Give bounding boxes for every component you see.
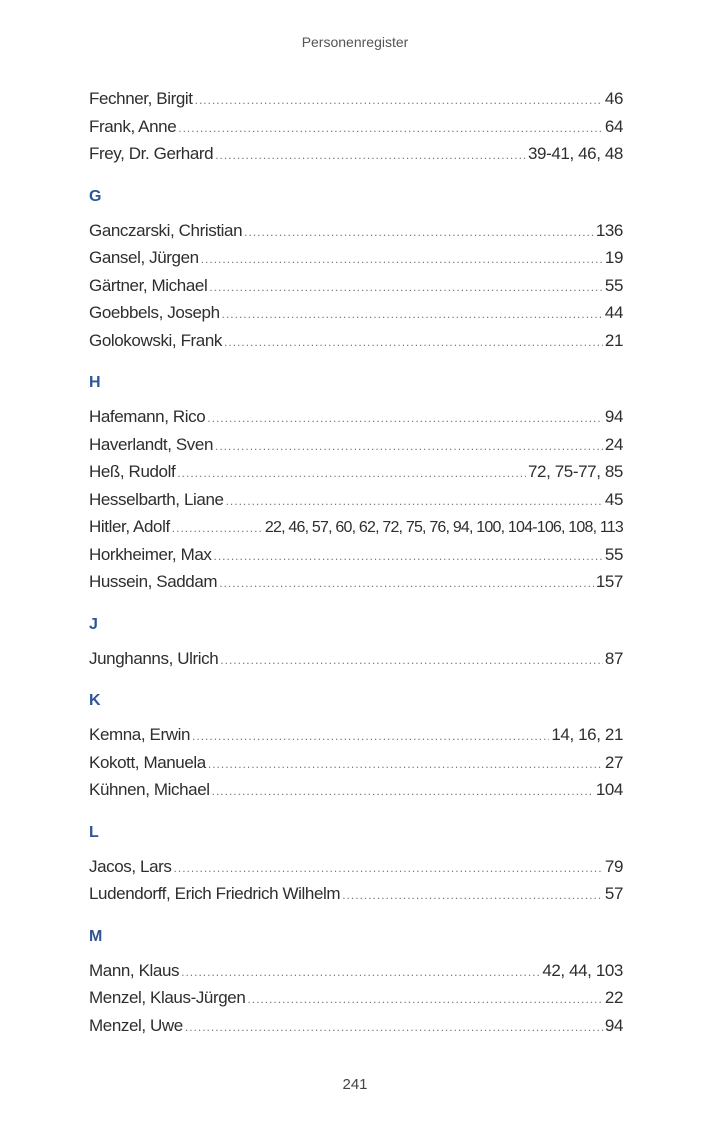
dot-leader — [185, 1014, 603, 1042]
entry-name: Heß, Rudolf — [89, 462, 176, 481]
dot-leader — [177, 460, 526, 488]
index-entry — [89, 244, 623, 272]
index-entry — [89, 853, 623, 881]
index-entry — [89, 272, 623, 300]
index-entry — [89, 541, 623, 569]
entry-name: Hafemann, Rico — [89, 407, 206, 426]
dot-leader — [178, 115, 603, 143]
index-section-l — [89, 820, 623, 908]
section-letter: K — [89, 692, 101, 709]
entry-pages: 46 — [604, 89, 623, 108]
entry-pages: 104 — [595, 780, 623, 799]
dot-leader — [226, 488, 603, 516]
entry-name: Haverlandt, Sven — [89, 434, 214, 454]
entry-pages: 39-41, 46, 48 — [528, 144, 623, 163]
running-head: Personenregister — [301, 34, 409, 50]
index-entry — [89, 1012, 623, 1040]
entry-name: Gärtner, Michael — [89, 275, 208, 295]
dot-leader — [342, 882, 603, 910]
entry-name: Frey, Dr. Gerhard — [89, 144, 214, 163]
index-entry — [89, 327, 623, 355]
index-entry — [89, 721, 623, 749]
dot-leader — [174, 855, 603, 883]
entry-name: Ganczarski, Christian — [89, 220, 243, 240]
index-entry — [89, 776, 623, 804]
entry-name: Kokott, Manuela — [89, 752, 206, 772]
entry-name: Jacos, Lars — [89, 856, 172, 876]
index-entry — [89, 749, 623, 777]
entry-pages: 55 — [604, 544, 623, 564]
entry-name: Fechner, Birgit — [89, 89, 193, 108]
entry-pages: 87 — [604, 648, 623, 668]
dot-leader — [192, 723, 549, 751]
entry-pages: 27 — [604, 752, 623, 772]
dot-leader — [207, 405, 603, 433]
index-entry — [89, 458, 623, 486]
entry-pages: 72, 75-77, 85 — [528, 462, 623, 481]
entry-name: Ludendorff, Erich Friedrich Wilhelm — [89, 884, 341, 903]
dot-leader — [181, 959, 540, 987]
person-index — [89, 85, 623, 1039]
entry-pages: 157 — [595, 572, 623, 591]
index-section-g — [89, 184, 623, 355]
entry-pages: 21 — [604, 330, 623, 350]
dot-leader — [201, 246, 603, 274]
dot-leader — [213, 543, 602, 571]
dot-leader — [209, 274, 603, 302]
entry-pages: 55 — [604, 275, 623, 295]
dot-leader — [212, 778, 594, 806]
index-entry — [89, 85, 623, 113]
index-entry — [89, 140, 623, 168]
entry-name: Menzel, Uwe — [89, 1015, 183, 1035]
section-letter: J — [89, 615, 98, 633]
index-entry — [89, 486, 623, 514]
index-section-k — [89, 688, 623, 804]
entry-pages: 22, 46, 57, 60, 62, 72, 75, 76, 94, 100, 104-106, 108, 113 — [264, 519, 623, 536]
index-entry — [89, 513, 623, 541]
entry-name: Kemna, Erwin — [89, 725, 191, 744]
entry-name: Junghanns, Ulrich — [89, 648, 219, 668]
entry-name: Mann, Klaus — [89, 960, 180, 980]
entry-name: Frank, Anne — [89, 116, 177, 136]
index-section-m — [89, 924, 623, 1040]
entry-pages: 94 — [604, 407, 623, 426]
index-entry — [89, 568, 623, 596]
dot-leader — [244, 219, 594, 247]
index-section-f — [89, 85, 623, 168]
entry-pages: 64 — [604, 116, 623, 136]
index-entry — [89, 431, 623, 459]
entry-pages: 44 — [604, 303, 623, 322]
dot-leader — [219, 570, 594, 598]
dot-leader — [172, 515, 263, 543]
dot-leader — [208, 751, 603, 779]
section-letter: L — [89, 823, 99, 841]
section-letter: M — [89, 927, 103, 945]
entry-pages: 24 — [604, 434, 623, 454]
entry-pages: 14, 16, 21 — [551, 725, 623, 744]
index-section-j — [89, 612, 623, 673]
entry-pages: 79 — [604, 856, 623, 876]
entry-pages: 19 — [604, 248, 623, 267]
index-entry — [89, 984, 623, 1012]
dot-leader — [222, 301, 603, 329]
entry-name: Hussein, Saddam — [89, 572, 218, 591]
dot-leader — [247, 986, 602, 1014]
entry-pages: 45 — [604, 489, 623, 509]
index-entry — [89, 217, 623, 245]
entry-name: Hesselbarth, Liane — [89, 489, 224, 509]
entry-pages: 94 — [604, 1015, 623, 1035]
entry-name: Kühnen, Michael — [89, 780, 210, 799]
entry-name: Golokowski, Frank — [89, 330, 223, 350]
entry-pages: 57 — [604, 884, 623, 903]
section-letter: H — [89, 374, 101, 391]
entry-pages: 136 — [595, 220, 623, 240]
section-letter: G — [89, 187, 102, 205]
index-entry — [89, 880, 623, 908]
dot-leader — [215, 142, 526, 170]
index-entry — [89, 299, 623, 327]
dot-leader — [215, 433, 603, 461]
entry-name: Goebbels, Joseph — [89, 303, 220, 322]
dot-leader — [195, 87, 603, 115]
index-entry — [89, 957, 623, 985]
dot-leader — [220, 647, 603, 675]
entry-pages: 22 — [604, 988, 623, 1007]
page-number: 241 — [342, 1076, 368, 1093]
index-entry — [89, 645, 623, 673]
entry-name: Gansel, Jürgen — [89, 248, 199, 267]
entry-name: Hitler, Adolf — [89, 517, 170, 536]
index-entry — [89, 403, 623, 431]
dot-leader — [224, 329, 603, 357]
entry-name: Menzel, Klaus-Jürgen — [89, 988, 246, 1007]
entry-pages: 42, 44, 103 — [542, 960, 623, 980]
entry-name: Horkheimer, Max — [89, 544, 212, 564]
index-entry — [89, 113, 623, 141]
index-section-h — [89, 370, 623, 596]
